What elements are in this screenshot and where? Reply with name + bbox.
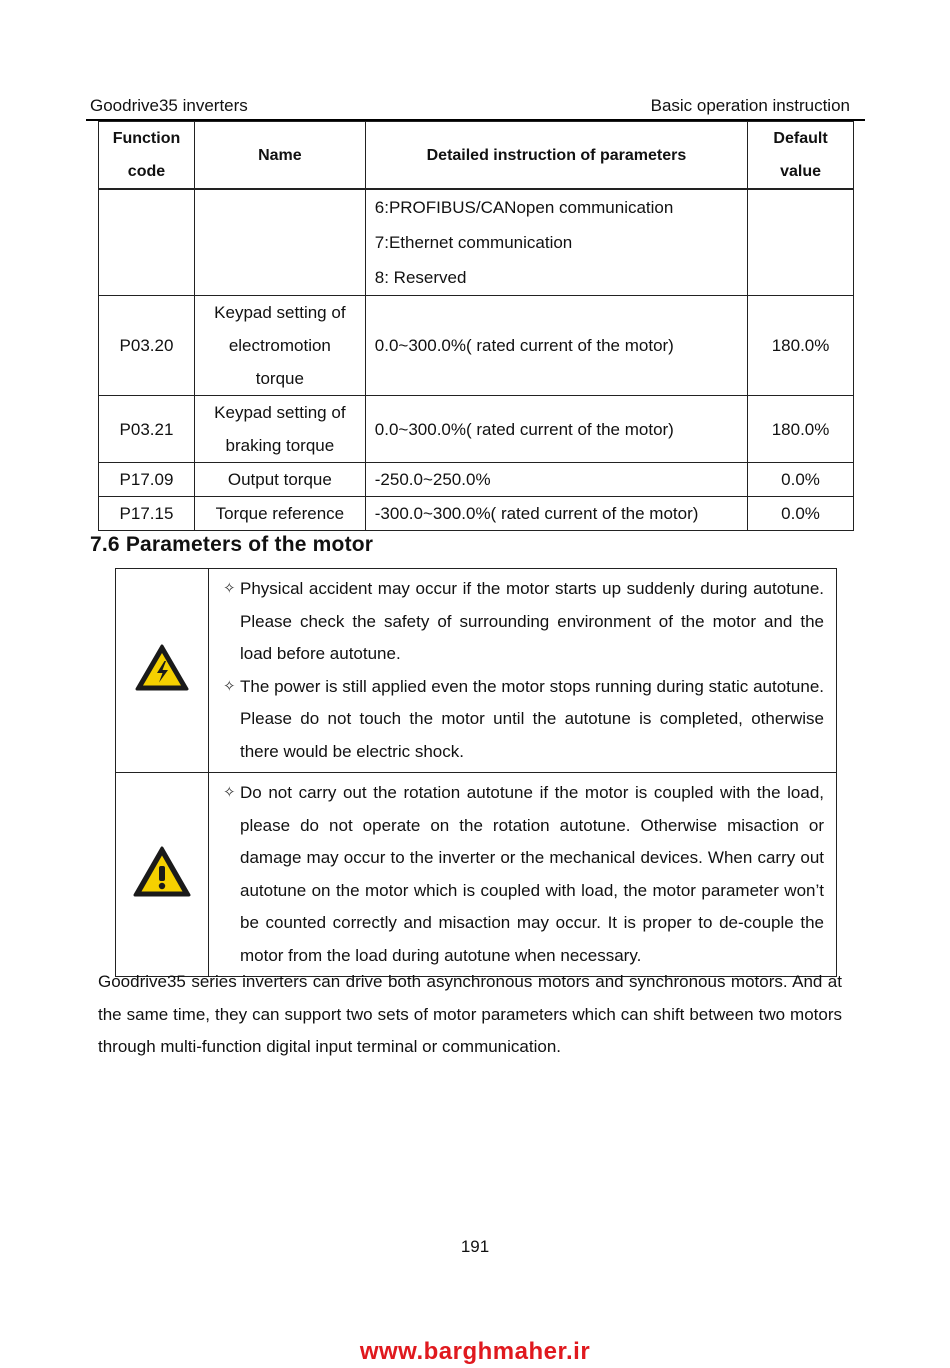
warning-text: The power is still applied even the motor stops running during static autotune. Please do not touch the motor until the autotune is completed, otherwise there would be electric shock. xyxy=(240,676,824,761)
cell-description xyxy=(365,189,747,296)
column-header-detailed-instruction: Detailed instruction of parameters xyxy=(365,122,747,190)
name-line: Keypad setting of xyxy=(214,403,346,422)
header-line: value xyxy=(780,163,821,180)
name-line: electromotion xyxy=(228,336,331,355)
description-line: 7:Ethernet communication xyxy=(374,233,573,252)
header-product-name: Goodrive35 inverters xyxy=(90,96,248,115)
cell-name: Torque reference xyxy=(194,497,365,531)
diamond-bullet-icon: ✧ xyxy=(223,784,236,801)
cell-function-code: P17.15 xyxy=(99,497,195,531)
warning-text-cell xyxy=(209,773,837,977)
diamond-bullet-icon: ✧ xyxy=(223,580,236,597)
name-line: Keypad setting of xyxy=(214,303,346,322)
cell-function-code: P17.09 xyxy=(99,463,195,497)
general-warning-icon xyxy=(132,845,192,899)
cell-description: 0.0~300.0%( rated current of the motor) xyxy=(365,296,747,396)
name-line: torque xyxy=(255,369,304,388)
table-row xyxy=(99,189,854,296)
header-line: Function xyxy=(112,130,181,147)
body-paragraph: Goodrive35 series inverters can drive both asynchronous motors and synchronous motors. And at the same time, they can support two sets of motor parameters which can shift between two motors through multi-function digital input terminal or communication. xyxy=(98,972,842,1056)
cell-default-value: 180.0% xyxy=(748,396,854,463)
header-line: code xyxy=(127,163,166,180)
warning-text: Do not carry out the rotation autotune if the motor is coupled with the load, please do not operate on the rotation autotune. Otherwise misaction or damage may occur to the inverter or the mechanical devices. When carry out autotune on the motor which is coupled with load, the motor parameter won’t be counted correctly and misaction may occur. It is proper to de-couple the motor from the load during autotune when necessary. xyxy=(240,783,824,965)
warning-icon-cell xyxy=(116,569,209,773)
electric-shock-warning-icon xyxy=(134,643,190,693)
cell-default-value: 0.0% xyxy=(748,497,854,531)
cell-default-value xyxy=(748,189,854,296)
table-row xyxy=(99,497,854,531)
header-line: Default xyxy=(773,130,828,147)
warning-text: Physical accident may occur if the motor starts up suddenly during autotune. Please check the safety of surrounding environment of the motor and the load before autotune. xyxy=(240,579,824,663)
cell-function-code: P03.21 xyxy=(99,396,195,463)
column-header-function-code xyxy=(99,122,195,190)
warning-bullet xyxy=(223,671,824,769)
cell-function-code: P03.20 xyxy=(99,296,195,396)
cell-name xyxy=(194,396,365,463)
cell-description: -300.0~300.0%( rated current of the motor) xyxy=(365,497,747,531)
warning-row xyxy=(116,773,837,977)
warning-bullet xyxy=(223,573,824,671)
warning-icon-cell xyxy=(116,773,209,977)
cell-function-code xyxy=(99,189,195,296)
cell-default-value: 0.0% xyxy=(748,463,854,497)
warning-bullet xyxy=(223,777,824,972)
cell-name xyxy=(194,189,365,296)
section-title: 7.6 Parameters of the motor xyxy=(90,533,374,556)
page-number: 191 xyxy=(460,1237,490,1256)
table-row xyxy=(99,296,854,396)
description-line: 6:PROFIBUS/CANopen communication xyxy=(374,198,674,217)
cell-name: Output torque xyxy=(194,463,365,497)
table-header-row xyxy=(99,122,854,190)
column-header-name: Name xyxy=(194,122,365,190)
parameter-table xyxy=(98,121,854,531)
warning-table xyxy=(115,568,837,977)
website-watermark: www.barghmaher.ir xyxy=(359,1338,591,1365)
cell-description: 0.0~300.0%( rated current of the motor) xyxy=(365,396,747,463)
name-line: braking torque xyxy=(225,436,335,455)
cell-description: -250.0~250.0% xyxy=(365,463,747,497)
cell-name xyxy=(194,296,365,396)
description-line: 8: Reserved xyxy=(374,268,467,287)
cell-default-value: 180.0% xyxy=(748,296,854,396)
table-row xyxy=(99,463,854,497)
table-row xyxy=(99,396,854,463)
column-header-default-value xyxy=(748,122,854,190)
warning-text-cell xyxy=(209,569,837,773)
warning-row xyxy=(116,569,837,773)
diamond-bullet-icon: ✧ xyxy=(223,677,236,695)
header-chapter-title: Basic operation instruction xyxy=(650,96,850,115)
